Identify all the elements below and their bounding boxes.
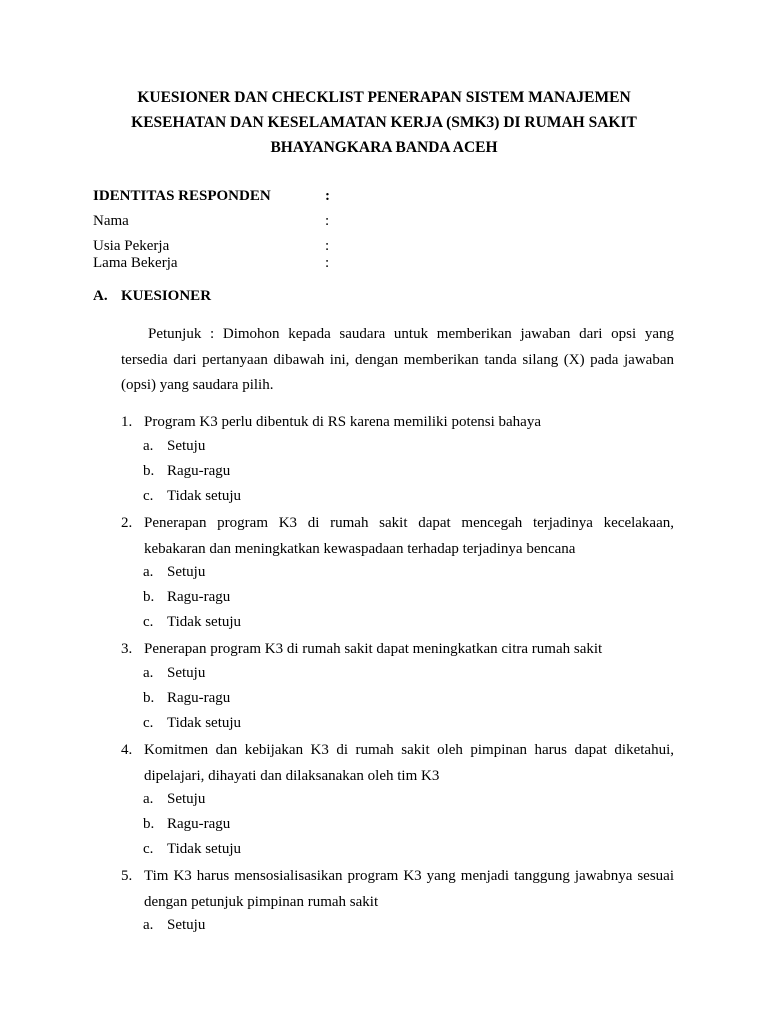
option-text: Tidak setuju (167, 841, 242, 857)
identity-heading-colon: : (325, 188, 330, 204)
question-text: Tim K3 harus mensosialisasikan program K3 yang menjadi tanggung jawabnya sesuai dengan petunjuk pimpinan rumah sakit (144, 868, 674, 910)
section-title: KUESIONER (121, 288, 212, 304)
option-letter: a. (143, 564, 154, 580)
question-text: Penerapan program K3 di rumah sakit dapat mencegah terjadinya kecelakaan, kebakaran dan meningkatkan kewaspadaan terhadap terjadinya bencana (144, 515, 674, 557)
option-letter: b. (143, 816, 155, 832)
option-text: Setuju (167, 665, 206, 681)
field-colon: : (325, 255, 330, 271)
option-letter: a. (143, 917, 154, 933)
field-label-lama-bekerja: Lama Bekerja (93, 255, 178, 271)
identity-heading-row (93, 188, 393, 206)
option-text: Setuju (167, 791, 206, 807)
question-number: 1. (121, 414, 133, 430)
instructions-paragraph: Petunjuk : Dimohon kepada saudara untuk memberikan jawaban dari opsi yang tersedia dari pertanyaan dibawah ini, dengan memberikan tanda silang (X) pada jawaban (opsi) yang saudara pilih. (121, 326, 674, 393)
option-letter: a. (143, 791, 154, 807)
option-text: Tidak setuju (167, 488, 242, 504)
option-text: Tidak setuju (167, 715, 242, 731)
title-line-3: BHAYANGKARA BANDA ACEH (270, 139, 498, 156)
option-letter: a. (143, 665, 154, 681)
option-letter: b. (143, 589, 155, 605)
identity-field-tenure (93, 255, 393, 273)
question-3 (121, 637, 674, 663)
option-text: Setuju (167, 917, 206, 933)
identity-field-name (93, 213, 393, 231)
question-text: Penerapan program K3 di rumah sakit dapat meningkatkan citra rumah sakit (144, 641, 603, 657)
document-title (90, 85, 678, 160)
option-text: Tidak setuju (167, 614, 242, 630)
question-5 (121, 864, 674, 915)
question-4 (121, 738, 674, 789)
option-letter: c. (143, 841, 154, 857)
question-text: Komitmen dan kebijakan K3 di rumah sakit oleh pimpinan harus dapat diketahui, dipelajari, dihayati dan dilaksanakan oleh tim K3 (144, 742, 674, 784)
option-text: Ragu-ragu (167, 816, 231, 832)
option-text: Ragu-ragu (167, 463, 231, 479)
option-text: Ragu-ragu (167, 690, 231, 706)
option-letter: b. (143, 463, 155, 479)
question-number: 4. (121, 742, 133, 758)
field-label-usia-pekerja: Usia Pekerja (93, 238, 170, 254)
question-text: Program K3 perlu dibentuk di RS karena memiliki potensi bahaya (144, 414, 542, 430)
question-number: 5. (121, 868, 133, 884)
title-line-2: KESEHATAN DAN KESELAMATAN KERJA (SMK3) DI RUMAH SAKIT (131, 114, 637, 131)
identity-heading: IDENTITAS RESPONDEN (93, 188, 271, 204)
option-letter: c. (143, 488, 154, 504)
option-letter: c. (143, 614, 154, 630)
title-line-1: KUESIONER DAN CHECKLIST PENERAPAN SISTEM MANAJEMEN (137, 89, 631, 106)
question-number: 2. (121, 515, 133, 531)
identity-field-age (93, 238, 393, 256)
option-letter: c. (143, 715, 154, 731)
option-text: Ragu-ragu (167, 589, 231, 605)
option-letter: a. (143, 438, 154, 454)
question-2 (121, 511, 674, 562)
question-number: 3. (121, 641, 133, 657)
option-text: Setuju (167, 438, 206, 454)
option-text: Setuju (167, 564, 206, 580)
field-label-nama: Nama (93, 213, 129, 229)
field-colon: : (325, 213, 330, 229)
question-1 (121, 410, 674, 436)
section-letter: A. (93, 288, 108, 304)
option-letter: b. (143, 690, 155, 706)
field-colon: : (325, 238, 330, 254)
